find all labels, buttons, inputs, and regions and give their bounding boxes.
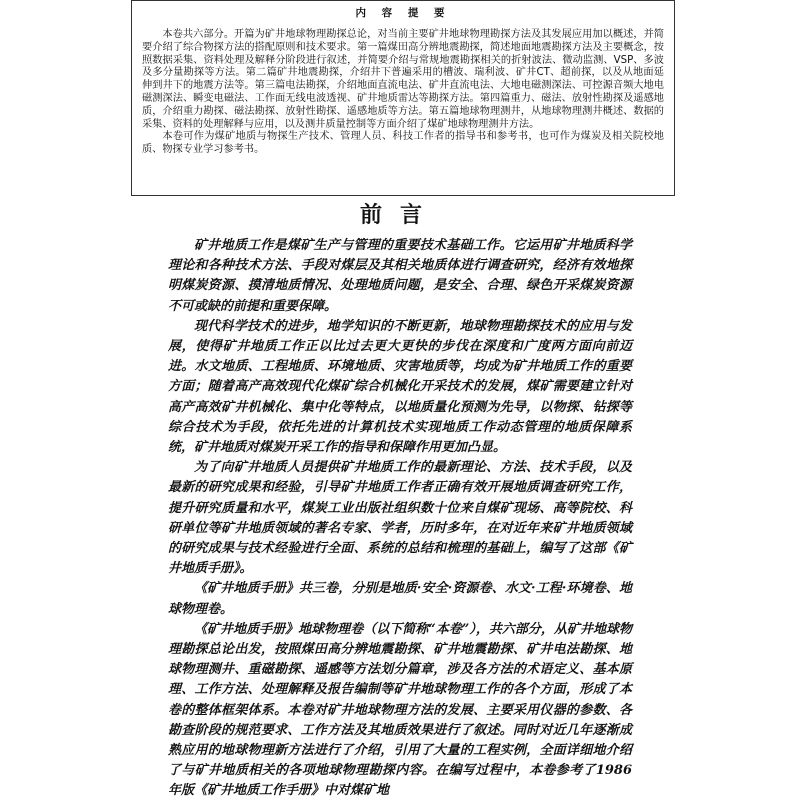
summary-title: 内 容 提 要 <box>355 7 451 19</box>
preface-paragraph-1: 矿井地质工作是煤矿生产与管理的重要技术基础工作。它运用矿井地质科学理论和各种技术方法、手段对煤层及其相关地质体进行调查研究，经济有效地探明煤炭资源、摸清地质情况、处理地质问题，是安全、合理、绿色开采煤炭资源不可或缺的前提和重要保障。 <box>168 238 632 314</box>
preface-paragraph-5: 《矿井地质手册》地球物理卷（以下简称“本卷”），共六部分，从矿井地球物理勘探总论出发，按照煤田高分辨地震勘探、矿井地震勘探、矿井电法勘探、地球物理测井、重磁勘探、遥感等方法划分篇章，涉及各方法的术语定义、基本原理、工作方法、处理解释及报告编制等矿井地球物理工作的各个方面，形成了本卷的整体框架体系。本卷对矿井地球物理方法的发展、主要采用仪器的参数、各勘查阶段的规范要求、工作方法及其地质效果进行了叙述。同时对近几年逐渐成熟应用的地球物理新方法进行了介绍，引用了大量的工程实例，全面详细地介绍了与矿井地质相关的各项地球物理勘探内容。在编写过程中，本卷参考了1986年版《矿井地质工作手册》中对煤矿地 <box>168 621 632 799</box>
summary-paragraph-2: 本卷可作为煤矿地质与物探生产技术、管理人员、科技工作者的指导书和参考书，也可作为煤炭及相关院校地质、物探专业学习参考书。 <box>142 131 664 156</box>
preface-paragraph-3: 为了向矿井地质人员提供矿井地质工作的最新理论、方法、技术手段，以及最新的研究成果和经验，引导矿井地质工作者正确有效开展地质调查研究工作，提升研究质量和水平，煤炭工业出版社组织数十位来自煤矿现场、高等院校、科研单位等矿井地质领域的著名专家、学者，历时多年，在对近年来矿井地质领域的研究成果与技术经验进行全面、系统的总结和梳理的基础上，编写了这部《矿井地质手册》。 <box>168 460 632 577</box>
content-summary-box <box>131 0 675 196</box>
preface-paragraph-2: 现代科学技术的进步，地学知识的不断更新，地球物理勘探技术的应用与发展，使得矿井地质工作正以比过去更大更快的步伐在深度和广度两方面向前迈进。水文地质、工程地质、环境地质、灾害地质等，均成为矿井地质工作的重要方面；随着高产高效现代化煤矿综合机械化开采技术的发展，煤矿需要建立针对高产高效矿井机械化、集中化等特点，以地质量化预测为先导，以物探、钻探等综合技术为手段，依托先进的计算机技术实现地质工作动态管理的地质保障系统，矿井地质对煤炭开采工作的指导和保障作用更加凸显。 <box>168 318 632 456</box>
summary-paragraph-1: 本卷共六部分。开篇为矿井地球物理勘探总论，对当前主要矿井地球物理勘探方法及其发展应用加以概述，并简要介绍了综合物探方法的搭配原则和技术要求。第一篇煤田高分辨地震勘探，简述地面地震勘探方法及主要概念，按照数据采集、资料处理及解释分阶段进行叙述，并简要介绍与常规地震勘探相关的折射波法、微动监测、VSP、多波及多分量勘探等方法。第二篇矿井地震勘探，介绍井下普遍采用的槽波、瑞利波、矿井CT、超前探，以及从地面延伸到井下的地震方法等。第三篇电法勘探，介绍地面直流电法、矿井直流电法、大地电磁测深法、可控源音频大地电磁测深法、瞬变电磁法、工作面无线电波透视、矿井地质雷达等勘探方法。第四篇重力、磁法、放射性勘探及遥感地质，介绍重力勘探、磁法勘探、放射性勘探、遥感地质等方法。第五篇地球物理测井，从地球物理测井概述、数据的采集、资料的处理解释与应用，以及测井质量控制等方面介绍了煤矿地球物理测井方法。 <box>142 29 664 130</box>
preface-body <box>168 236 632 800</box>
preface-paragraph-4: 《矿井地质手册》共三卷，分别是地质·安全·资源卷、水文·工程·环境卷、地球物理卷。 <box>168 581 632 617</box>
preface-title: 前言 <box>359 203 440 228</box>
